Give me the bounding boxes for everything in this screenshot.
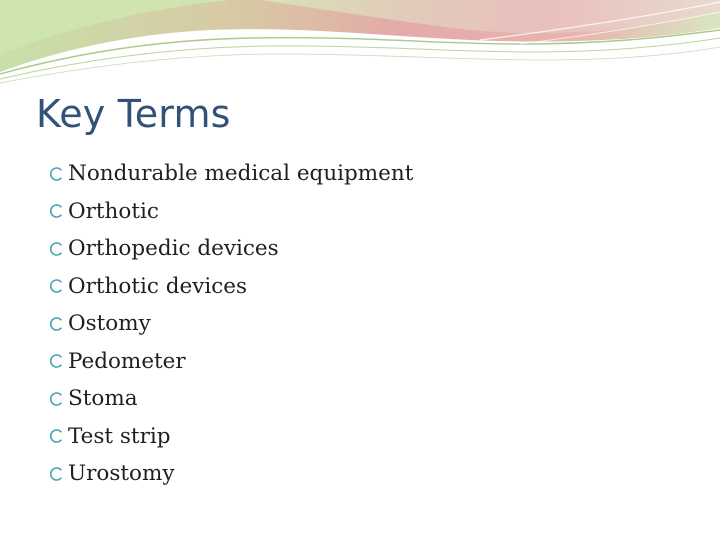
term-list-item	[46, 230, 413, 268]
term-text: Stoma	[68, 386, 138, 412]
open-circle-arc-bullet-icon	[46, 353, 68, 369]
term-list-item	[46, 305, 413, 343]
open-circle-arc-bullet-icon	[46, 166, 68, 182]
header-decoration	[0, 0, 720, 90]
term-text: Test strip	[68, 423, 171, 449]
term-list-item	[46, 455, 413, 493]
term-text: Nondurable medical equipment	[68, 161, 414, 187]
open-circle-arc-bullet-icon	[46, 391, 68, 407]
term-text: Ostomy	[68, 311, 151, 337]
term-text: Orthopedic devices	[68, 236, 279, 262]
term-text: Urostomy	[68, 461, 175, 487]
open-circle-arc-bullet-icon	[46, 316, 68, 332]
term-text: Orthotic devices	[68, 273, 248, 299]
slide-title: Key Terms	[36, 92, 231, 136]
term-list-item	[46, 343, 413, 381]
open-circle-arc-bullet-icon	[46, 203, 68, 219]
open-circle-arc-bullet-icon	[46, 241, 68, 257]
term-text: Pedometer	[68, 348, 186, 374]
term-list-item	[46, 193, 413, 231]
term-list-item	[46, 155, 413, 193]
term-list-item	[46, 268, 413, 306]
term-list-item	[46, 380, 413, 418]
open-circle-arc-bullet-icon	[46, 466, 68, 482]
key-terms-list	[46, 155, 413, 493]
open-circle-arc-bullet-icon	[46, 428, 68, 444]
open-circle-arc-bullet-icon	[46, 278, 68, 294]
term-text: Orthotic	[68, 198, 159, 224]
term-list-item	[46, 418, 413, 456]
